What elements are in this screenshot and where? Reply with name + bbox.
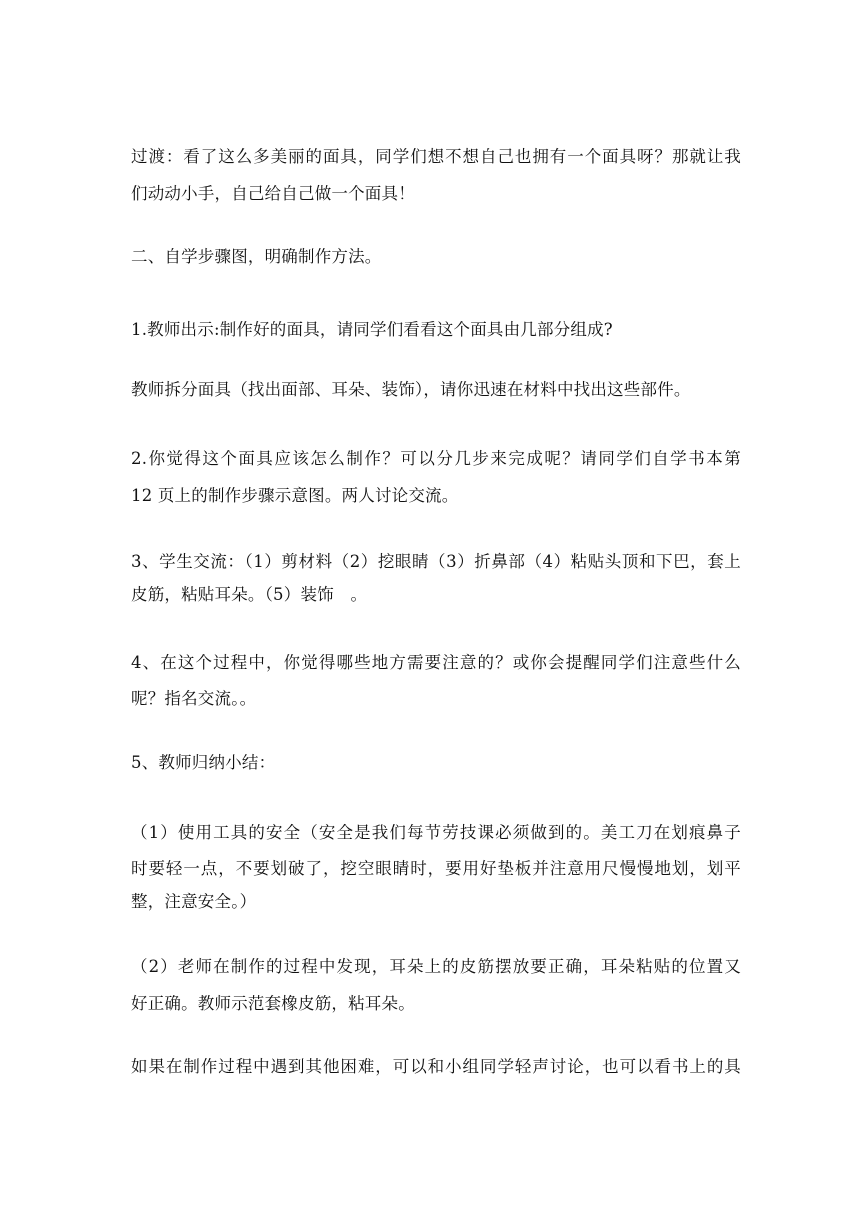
paragraph-item-1: 1.教师出示:制作好的面具，请同学们看看这个面具由几部分组成?: [131, 320, 613, 339]
summary-2-line-2: 好正确。教师示范套橡皮筋，粘耳朵。: [131, 994, 415, 1013]
paragraph-transition-line-1: 过渡：看了这么多美丽的面具，同学们想不想自己也拥有一个面具呀？那就让我: [131, 147, 741, 166]
paragraph-transition-line-2: 们动动小手，自己给自己做一个面具！: [131, 184, 415, 203]
paragraph-item-5: 5、教师归纳小结：: [131, 753, 276, 772]
paragraph-item-2-line-2: 12 页上的制作步骤示意图。两人讨论交流。: [131, 486, 459, 505]
paragraph-difficulty-line-1: 如果在制作过程中遇到其他困难，可以和小组同学轻声讨论，也可以看书上的具: [131, 1057, 741, 1076]
paragraph-item-3-line-1: 3、学生交流：（1）剪材料（2）挖眼睛（3）折鼻部（4）粘贴头顶和下巴，套上: [131, 552, 741, 571]
paragraph-item-2-line-1: 2.你觉得这个面具应该怎么制作？可以分几步来完成呢？请同学们自学书本第: [131, 449, 741, 468]
summary-1-line-2: 时要轻一点，不要划破了，挖空眼睛时，要用好垫板并注意用尺慢慢地划，划平: [131, 859, 741, 878]
paragraph-item-3-line-2: 皮筋，粘贴耳朵。（5）装饰 。: [131, 585, 368, 604]
summary-1-line-3: 整，注意安全。）: [131, 892, 257, 911]
summary-2-line-1: （2）老师在制作的过程中发现，耳朵上的皮筋摆放要正确，耳朵粘贴的位置又: [131, 957, 741, 976]
paragraph-teacher-split: 教师拆分面具（找出面部、耳朵、装饰），请你迅速在材料中找出这些部件。: [131, 380, 691, 399]
section-heading-2: 二、自学步骤图，明确制作方法。: [131, 247, 382, 266]
summary-1-line-1: （1）使用工具的安全（安全是我们每节劳技课必须做到的。美工刀在划痕鼻子: [131, 823, 741, 842]
paragraph-item-4-line-2: 呢？指名交流。。: [131, 689, 257, 708]
paragraph-item-4-line-1: 4、在这个过程中，你觉得哪些地方需要注意的？或你会提醒同学们注意些什么: [131, 653, 741, 672]
